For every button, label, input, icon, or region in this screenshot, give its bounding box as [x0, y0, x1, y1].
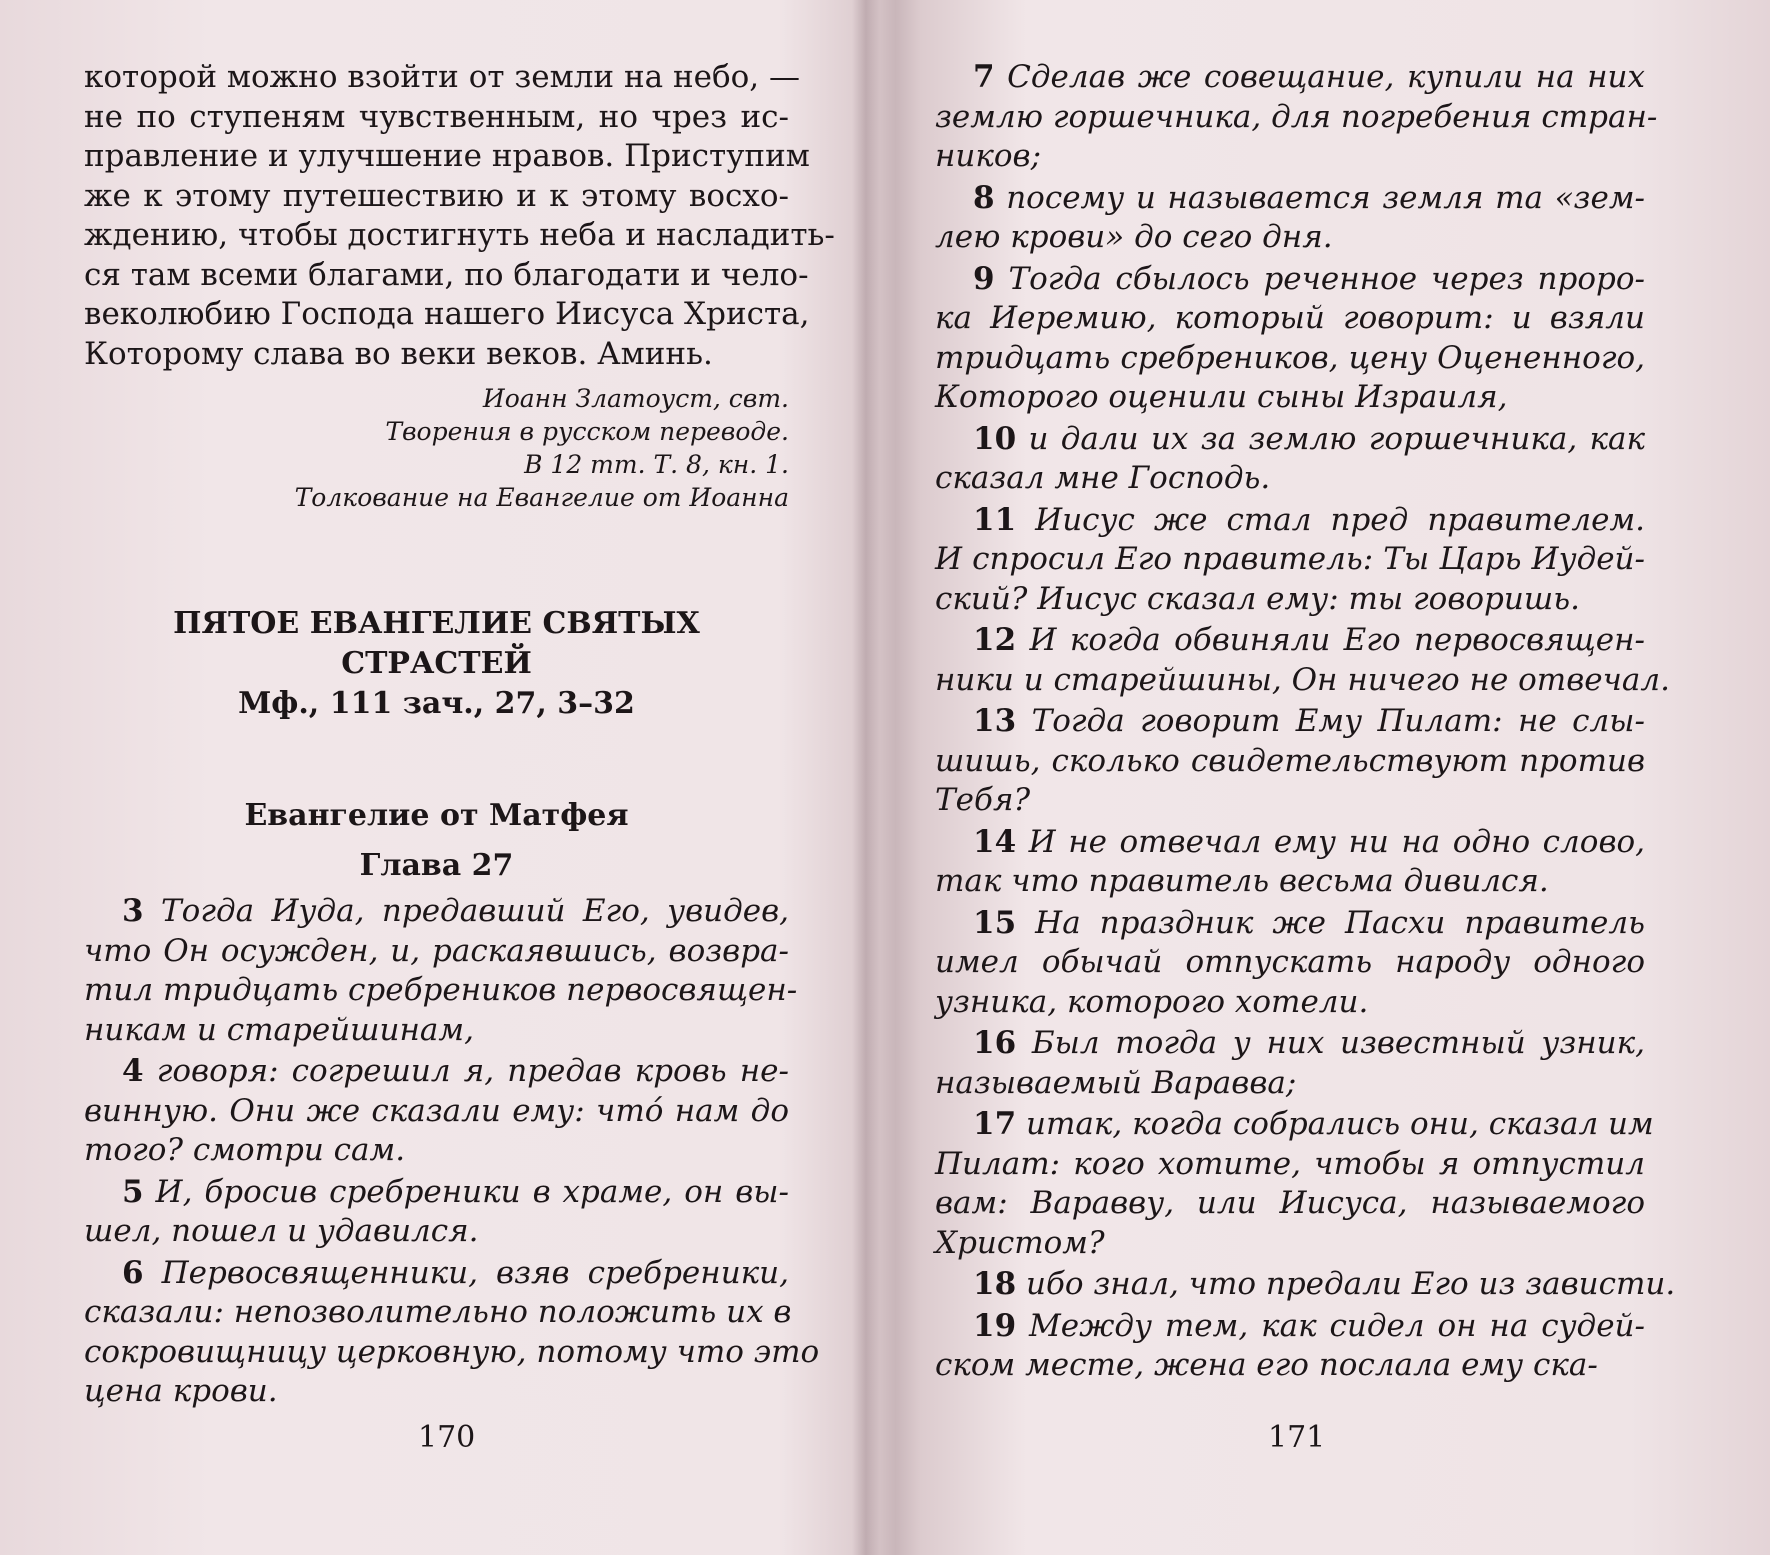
verse-number: 4 — [122, 1053, 144, 1089]
verse-number: 11 — [973, 501, 1017, 538]
verse-text: ский? Иисус сказал ему: ты говоришь. — [935, 580, 1580, 617]
verse-number: 6 — [122, 1254, 144, 1291]
verse-line — [84, 1173, 789, 1213]
verse-text: имел обычай отпускать народу одного — [935, 944, 1645, 980]
verse-line — [935, 137, 1645, 177]
verse-line — [84, 932, 789, 972]
verse-text: Между тем, как сидел он на судей- — [1029, 1307, 1645, 1344]
verse-line — [935, 179, 1645, 219]
verse-16 — [935, 1024, 1645, 1103]
verse-line — [935, 943, 1645, 983]
verse-text: ском месте, жена его послала ему ска- — [935, 1347, 1598, 1383]
verse-8 — [935, 179, 1645, 258]
verse-text: шишь, сколько свидетельствуют против — [935, 742, 1645, 779]
page-number-left: 170 — [418, 1420, 476, 1455]
verse-line — [935, 1224, 1645, 1264]
verse-line — [84, 1333, 820, 1373]
verse-number: 17 — [973, 1106, 1017, 1142]
intro-line: не по ступеням чувственным, но чрез ис- — [84, 98, 789, 135]
verse-line — [935, 661, 1670, 701]
verse-number: 13 — [973, 703, 1017, 739]
verse-number: 15 — [973, 904, 1017, 941]
verse-text: Первосвященники, взяв сребреники, — [161, 1254, 789, 1291]
verse-line — [935, 621, 1645, 661]
verse-line — [935, 218, 1645, 258]
verse-line — [935, 742, 1645, 782]
verse-text: Пилат: кого хотите, чтобы я отпустил — [935, 1145, 1645, 1182]
citation-title: Толкование на Евангелие от Иоанна — [294, 483, 789, 512]
verse-19 — [935, 1307, 1645, 1386]
verse-line — [935, 580, 1645, 620]
verse-text: итак, когда собрались они, сказал им — [1026, 1106, 1654, 1142]
verse-text: шел, пошел и удавился. — [84, 1213, 479, 1249]
verse-text: так что правитель весьма дивился. — [935, 863, 1549, 899]
verse-text: что Он осужден, и, раскаявшись, возвра- — [84, 932, 789, 969]
verse-line — [935, 58, 1645, 98]
verse-line — [935, 1024, 1645, 1064]
verse-text: ибо знал, что предали Его из зависти. — [1026, 1266, 1676, 1302]
verse-line — [935, 1184, 1645, 1224]
chapter-title: Глава 27 — [359, 848, 514, 883]
intro-line: ся там всеми благами, по благодати и чело- — [84, 256, 809, 293]
verse-3 — [84, 892, 798, 1050]
verse-line — [84, 1131, 789, 1171]
verse-line — [84, 1372, 789, 1412]
verse-text: ники и старейшины, Он ничего не отвечал. — [935, 661, 1670, 698]
verse-line — [935, 1265, 1676, 1305]
verse-text: того? смотри сам. — [84, 1132, 406, 1168]
verse-13 — [935, 702, 1645, 821]
verse-line — [84, 892, 789, 932]
verse-12 — [935, 621, 1670, 700]
verse-text: узника, которого хотели. — [935, 983, 1369, 1020]
verse-text: лею крови» до сего дня. — [935, 219, 1333, 255]
verse-line — [935, 420, 1645, 460]
verse-text: сокровищницу церковную, потому что это — [84, 1333, 820, 1370]
verse-text: И не отвечал ему ни на одно слово, — [1028, 823, 1646, 860]
verse-text: Сделав же совещание, купили на них — [1007, 59, 1645, 95]
intro-line: Которому слава во веки веков. Аминь. — [84, 335, 713, 372]
verse-number: 19 — [973, 1307, 1017, 1344]
verse-text: никам и старейшинам, — [84, 1011, 474, 1048]
right-verses — [935, 58, 1676, 1386]
verse-text: Тогда говорит Ему Пилат: не слы- — [1031, 703, 1645, 739]
verse-text: Был тогда у них известный узник, — [1031, 1025, 1645, 1061]
verse-line — [935, 339, 1645, 379]
verse-line — [935, 459, 1645, 499]
verse-number: 10 — [973, 420, 1017, 457]
verse-line — [84, 1212, 789, 1252]
page-number-right: 171 — [1268, 1420, 1326, 1455]
verse-text: посему и называется земля та «зем- — [1006, 179, 1645, 216]
verse-number: 8 — [973, 179, 995, 216]
verse-line — [84, 1052, 789, 1092]
verse-text: Тебя? — [935, 782, 1031, 818]
verse-text: И когда обвиняли Его первосвящен- — [1029, 622, 1646, 658]
verse-text: сказал мне Господь. — [935, 460, 1271, 496]
verse-number: 16 — [973, 1025, 1017, 1061]
verse-text: винную. Они же сказали ему: что́ нам до — [84, 1092, 789, 1129]
verse-17 — [935, 1105, 1654, 1263]
intro-line: ждению, чтобы достигнуть неба и насладить- — [84, 217, 835, 253]
verse-line — [935, 501, 1645, 541]
verse-text: и дали их за землю горшечника, как — [1028, 420, 1646, 457]
verse-number: 14 — [973, 823, 1017, 860]
verse-7 — [935, 58, 1658, 177]
verse-9 — [935, 260, 1645, 418]
verse-line — [84, 1293, 792, 1333]
verse-text: И спросил Его правитель: Ты Царь Иудей- — [935, 541, 1645, 577]
book-title: Евангелие от Матфея — [244, 798, 629, 833]
verse-line — [935, 1105, 1654, 1145]
intro-paragraph — [84, 58, 835, 374]
verse-line — [84, 1092, 789, 1132]
verse-line — [935, 1064, 1645, 1104]
citation-work: Творения в русском переводе. — [385, 417, 789, 446]
verse-11 — [935, 501, 1645, 620]
citation-author: Иоанн Златоуст, свт. — [482, 384, 789, 413]
verse-text: Иисус же стал пред правителем. — [1035, 501, 1646, 538]
verse-line — [935, 862, 1645, 902]
verse-line — [84, 1011, 789, 1051]
verse-number: 7 — [973, 59, 995, 95]
verse-4 — [84, 1052, 789, 1171]
verse-text: Тогда Иуда, предавший Его, увидев, — [160, 893, 790, 929]
verse-text: сказали: непозволительно положить их в — [84, 1294, 792, 1330]
verse-line — [935, 378, 1645, 418]
intro-line: веколюбию Господа нашего Иисуса Христа, — [84, 296, 810, 332]
verse-line — [935, 983, 1645, 1023]
intro-line: же к этому путешествию и к этому восхо- — [84, 177, 789, 214]
verse-14 — [935, 823, 1645, 902]
verse-10 — [935, 420, 1645, 499]
verse-line — [935, 540, 1645, 580]
verse-text: тил тридцать сребреников первосвящен- — [84, 972, 798, 1008]
verse-text: Христом? — [935, 1224, 1105, 1261]
verse-line — [84, 971, 798, 1011]
book-gutter — [852, 0, 880, 1555]
verse-number: 9 — [973, 260, 995, 297]
citation — [84, 382, 789, 514]
verse-text: На праздник же Пасхи правитель — [1035, 904, 1645, 941]
verse-line — [935, 702, 1645, 742]
verse-text: Которого оценили сыны Израиля, — [935, 379, 1508, 415]
verse-text: Тогда сбылось реченное через проро- — [1008, 260, 1646, 297]
verse-line — [935, 98, 1658, 138]
verse-line — [935, 299, 1645, 339]
verse-number: 5 — [122, 1173, 144, 1210]
verse-18 — [935, 1265, 1676, 1305]
intro-line: правление и улучшение нравов. Приступим — [84, 138, 810, 174]
verse-6 — [84, 1254, 820, 1412]
verse-line — [935, 260, 1645, 300]
verse-number: 12 — [973, 622, 1017, 658]
verse-line — [935, 1346, 1645, 1386]
verse-line — [935, 1307, 1645, 1347]
verse-text: ка Иеремию, который говорит: и взяли — [935, 300, 1645, 336]
verse-number: 3 — [122, 893, 144, 929]
intro-line: которой можно взойти от земли на небо, — — [84, 59, 800, 95]
verse-line — [935, 904, 1645, 944]
gospel-heading: ПЯТОЕ ЕВАНГЕЛИЕ СВЯТЫХ СТРАСТЕЙ — [173, 606, 700, 681]
left-page — [84, 58, 835, 1414]
verse-text: землю горшечника, для погребения стран- — [935, 98, 1658, 135]
left-verses — [84, 892, 820, 1412]
right-page — [935, 58, 1676, 1388]
verse-text: называемый Варавва; — [935, 1064, 1297, 1101]
verse-15 — [935, 904, 1645, 1023]
verse-text: И, бросив сребреники в храме, он вы- — [155, 1173, 789, 1210]
verse-line — [935, 823, 1645, 863]
verse-line — [935, 781, 1645, 821]
citation-volume: В 12 тт. Т. 8, кн. 1. — [524, 450, 789, 479]
verse-line — [935, 1145, 1645, 1185]
verse-text: говоря: согрешил я, предав кровь не- — [156, 1053, 789, 1089]
verse-5 — [84, 1173, 789, 1252]
verse-line — [84, 1254, 789, 1294]
verse-text: ников; — [935, 138, 1042, 174]
verse-number: 18 — [973, 1266, 1017, 1302]
verse-text: тридцать сребреников, цену Оцененного, — [935, 339, 1645, 376]
verse-text: вам: Варавву, или Иисуса, называемого — [935, 1185, 1645, 1221]
verse-text: цена крови. — [84, 1373, 278, 1409]
gospel-reference: Мф., 111 зач., 27, 3–32 — [238, 686, 635, 721]
